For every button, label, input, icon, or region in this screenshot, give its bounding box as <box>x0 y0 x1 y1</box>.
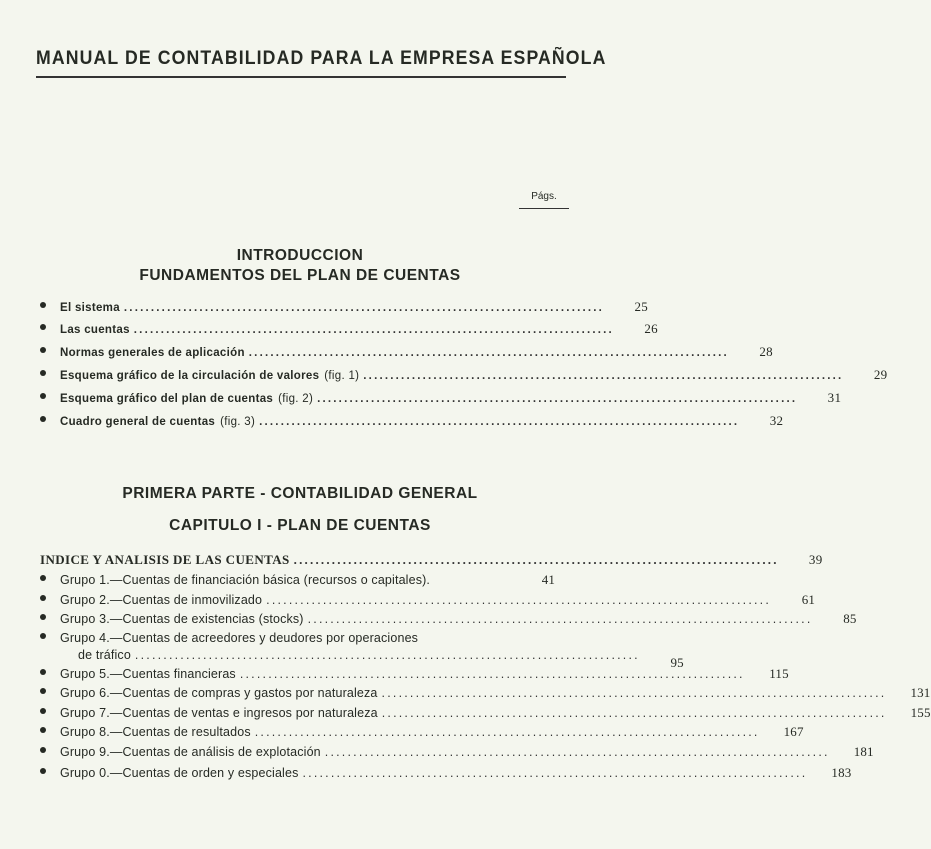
part-title: PRIMERA PARTE - CONTABILIDAD GENERAL <box>122 485 478 502</box>
dot-leader: ......................................................................................... <box>239 667 745 681</box>
bullet-icon <box>40 614 46 620</box>
bullet-icon <box>40 669 46 675</box>
bullet-icon <box>40 416 46 422</box>
bullet-icon <box>40 302 46 308</box>
toc-entry[interactable] <box>40 344 773 362</box>
bullet-icon <box>40 370 46 376</box>
toc-entry-group-continuation[interactable] <box>72 647 684 670</box>
bullet-icon <box>40 747 46 753</box>
pages-column-rule <box>519 208 569 209</box>
toc-entry[interactable] <box>40 367 888 385</box>
chapter-title: CAPITULO I - PLAN DE CUENTAS <box>169 517 431 534</box>
toc-entry-label: Grupo 3.—Cuentas de existencias (stocks) <box>60 612 304 626</box>
toc-entry-figure: (fig. 1) <box>324 370 360 382</box>
toc-entry-label: Grupo 0.—Cuentas de orden y especiales <box>60 766 299 780</box>
toc-entry[interactable] <box>40 413 784 431</box>
pages-column-label: Págs. <box>531 191 557 202</box>
dot-leader: ......................................................................................... <box>123 302 605 314</box>
toc-entry-label: INDICE Y ANALISIS DE LAS CUENTAS <box>40 552 290 567</box>
toc-entry-figure: (fig. 2) <box>278 393 314 405</box>
toc-entry-group[interactable] <box>40 765 852 783</box>
toc-entry-label: Esquema gráfico del plan de cuentas <box>60 393 274 405</box>
bullet-icon <box>40 688 46 694</box>
toc-entry-page: 39 <box>808 552 823 567</box>
toc-entry-label-continuation: de tráfico <box>78 648 131 662</box>
toc-entry-page: 115 <box>769 666 789 681</box>
toc-entry-group[interactable] <box>40 592 816 610</box>
toc-entry-page: 85 <box>843 611 857 626</box>
toc-entry-page: 61 <box>801 592 816 607</box>
toc-entry-label: Normas generales de aplicación <box>60 347 245 359</box>
toc-entry-page: 167 <box>783 724 804 739</box>
dot-leader: ......................................................................................... <box>307 612 813 626</box>
toc-entry-group[interactable] <box>40 744 874 762</box>
toc-entry-page: 28 <box>759 344 773 359</box>
dot-leader: ......................................................................................... <box>381 686 887 700</box>
toc-entry-label: Cuadro general de cuentas <box>60 416 216 428</box>
dot-leader: ......................................................................................... <box>254 725 760 739</box>
toc-entry-group[interactable] <box>40 572 555 590</box>
toc-entry-label: Grupo 2.—Cuentas de inmovilizado <box>60 593 263 607</box>
toc-entry-page: 131 <box>910 685 931 700</box>
toc-entry-page: 181 <box>853 744 874 759</box>
toc-entry-page: 25 <box>634 299 649 314</box>
toc-entry-group[interactable] <box>40 685 931 703</box>
toc-entry-page: 183 <box>831 765 852 780</box>
dot-leader: ......................................................................................... <box>381 706 887 720</box>
dot-leader: ......................................................................................... <box>259 416 740 428</box>
toc-entry[interactable] <box>40 390 842 408</box>
toc-entry-page: 32 <box>769 413 784 428</box>
bullet-icon <box>40 324 46 330</box>
running-head-rule <box>36 76 566 78</box>
dot-leader: ......................................................................................... <box>324 745 830 759</box>
toc-entry-group[interactable] <box>40 724 804 742</box>
toc-entry-page: 26 <box>644 321 658 336</box>
toc-entry-label: Grupo 9.—Cuentas de análisis de explotación <box>60 745 321 759</box>
bullet-icon <box>40 575 46 581</box>
toc-entry-label: Las cuentas <box>60 324 130 336</box>
bullet-icon <box>40 595 46 601</box>
dot-leader: ......................................................................................... <box>317 393 798 405</box>
bullet-icon <box>40 347 46 353</box>
dot-leader: ......................................................................................... <box>133 324 614 336</box>
toc-entry-label: Grupo 7.—Cuentas de ventas e ingresos por naturaleza <box>60 706 378 720</box>
toc-entry-label: El sistema <box>60 302 120 314</box>
bullet-icon <box>40 633 46 639</box>
toc-entry-page: 155 <box>910 705 931 720</box>
dot-leader: ......................................................................................... <box>302 766 808 780</box>
toc-entry-page: 95 <box>670 655 684 670</box>
bullet-icon <box>40 768 46 774</box>
bullet-icon <box>40 708 46 714</box>
running-head: MANUAL DE CONTABILIDAD PARA LA EMPRESA ESPAÑOLA <box>36 48 607 69</box>
dot-leader: ......................................................................................... <box>266 593 772 607</box>
toc-entry-page: 31 <box>827 390 842 405</box>
introduction-subtitle: FUNDAMENTOS DEL PLAN DE CUENTAS <box>139 267 461 284</box>
toc-entry-group[interactable] <box>40 611 857 629</box>
toc-entry-label: Grupo 1.—Cuentas de financiación básica (recursos o capitales). <box>60 573 431 587</box>
toc-entry-group[interactable] <box>40 705 931 723</box>
bullet-icon <box>40 393 46 399</box>
toc-entry-label: Grupo 4.—Cuentas de acreedores y deudores por operaciones <box>60 631 419 645</box>
toc-entry-label: Grupo 6.—Cuentas de compras y gastos por naturaleza <box>60 686 378 700</box>
dot-leader: ......................................................................................... <box>134 648 640 662</box>
toc-entry-figure: (fig. 3) <box>220 416 256 428</box>
toc-entry-index[interactable] <box>40 552 823 570</box>
dot-leader: ......................................................................................... <box>293 552 779 567</box>
toc-entry-page: 41 <box>541 572 555 587</box>
toc-entry-label: Grupo 8.—Cuentas de resultados <box>60 725 251 739</box>
toc-entry[interactable] <box>40 299 649 317</box>
toc-entry-group[interactable] <box>40 666 789 684</box>
toc-entry[interactable] <box>40 321 658 339</box>
introduction-title: INTRODUCCION <box>236 247 364 264</box>
toc-entry-page: 29 <box>873 367 888 382</box>
dot-leader: ......................................................................................... <box>248 347 729 359</box>
dot-leader: ......................................................................................... <box>363 370 844 382</box>
toc-entry-label: Esquema gráfico de la circulación de valores <box>60 370 320 382</box>
bullet-icon <box>40 727 46 733</box>
toc-entry-label: Grupo 5.—Cuentas financieras <box>60 667 236 681</box>
